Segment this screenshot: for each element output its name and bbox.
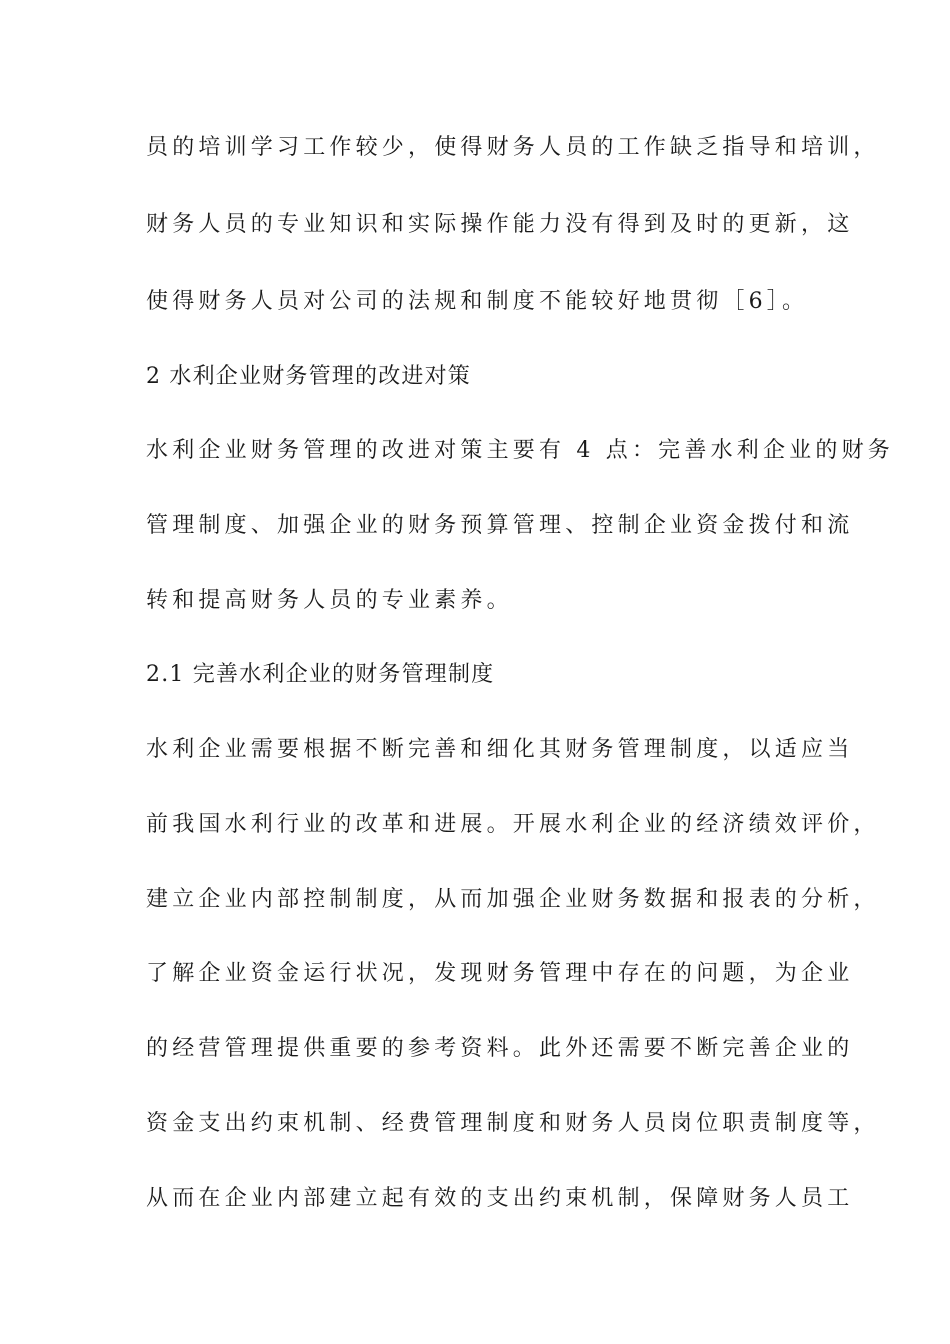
body-text-line: 财务人员的专业知识和实际操作能力没有得到及时的更新，这 [146, 212, 854, 237]
body-text-line: 了解企业资金运行状况，发现财务管理中存在的问题，为企业 [146, 961, 854, 986]
section-heading: 2 水利企业财务管理的改进对策 [146, 364, 471, 389]
body-text-line: 水利企业需要根据不断完善和细化其财务管理制度，以适应当 [146, 737, 854, 762]
body-text-line: 转和提高财务人员的专业素养。 [146, 588, 513, 613]
body-text-line: 水利企业财务管理的改进对策主要有 4 点：完善水利企业的财务 [146, 438, 894, 463]
body-text-line: 的经营管理提供重要的参考资料。此外还需要不断完善企业的 [146, 1036, 854, 1061]
body-text-line: 管理制度、加强企业的财务预算管理、控制企业资金拨付和流 [146, 513, 854, 538]
body-text-line: 建立企业内部控制制度，从而加强企业财务数据和报表的分析， [146, 887, 880, 912]
body-text-line: 前我国水利行业的改革和进展。开展水利企业的经济绩效评价， [146, 812, 880, 837]
subsection-heading: 2.1 完善水利企业的财务管理制度 [146, 662, 495, 687]
body-text-line: 从而在企业内部建立起有效的支出约束机制，保障财务人员工 [146, 1186, 854, 1211]
body-text-line: 使得财务人员对公司的法规和制度不能较好地贯彻［6］。 [146, 289, 809, 314]
body-text-line: 员的培训学习工作较少，使得财务人员的工作缺乏指导和培训， [146, 135, 880, 160]
body-text-line: 资金支出约束机制、经费管理制度和财务人员岗位职责制度等， [146, 1111, 880, 1136]
